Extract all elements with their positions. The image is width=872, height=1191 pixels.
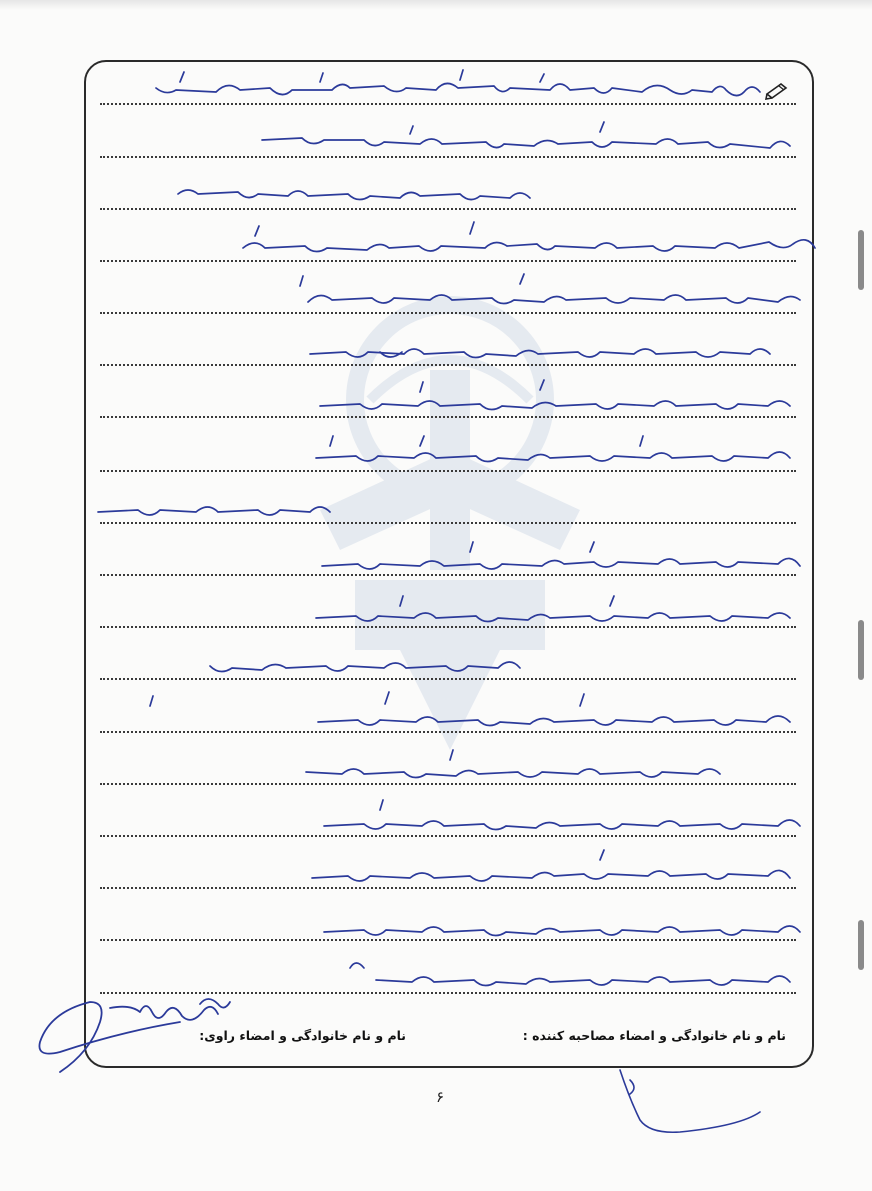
page-number: ۶ <box>435 1088 445 1106</box>
narrator-signature-label: نام و نام خانوادگی و امضاء راوی: <box>199 1028 406 1043</box>
binding-edge <box>854 0 872 1191</box>
interviewer-signature-label: نام و نام خانوادگی و امضاء مصاحبه کننده : <box>522 1028 786 1043</box>
